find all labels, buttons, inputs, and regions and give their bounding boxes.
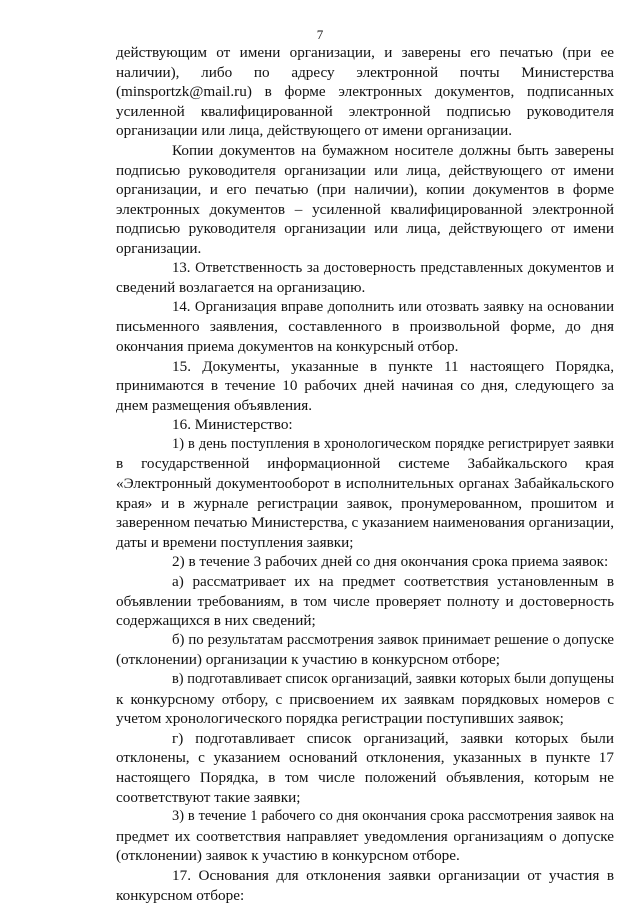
text-line: г) подготавливает список организаций, заявки которых были xyxy=(172,729,614,747)
text-line: днем размещения объявления. xyxy=(116,396,313,414)
text-line: конкурсном отборе: xyxy=(116,886,245,904)
text-line: 3) в течение 1 рабочего со дня окончания срока рассмотрения заявок на xyxy=(172,808,614,825)
text-line: в) подготавливает список организаций, заявки которых были допущены xyxy=(172,671,614,687)
text-line: даты и времени поступления заявки; xyxy=(116,533,354,551)
text-line: учетом хронологического порядка регистрации поступивших заявок; xyxy=(116,710,564,728)
text-line: подписью руководителя организации или лица, действующего от имени xyxy=(116,220,614,238)
text-line: соответствуют такие заявки; xyxy=(116,788,301,806)
text-line: Копии документов на бумажном носителе должны быть заверены xyxy=(172,141,614,159)
text-line: 13. Ответственность за достоверность представленных документов и xyxy=(172,259,614,276)
text-line: подписью руководителя организации или лица, действующего от имени xyxy=(116,161,614,179)
text-line: 2) в течение 3 рабочих дней со дня окончания срока приема заявок: xyxy=(172,553,609,571)
text-line: «Электронный документооборот в исполнительных органах Забайкальского xyxy=(116,475,614,493)
text-line: содержащихся в них сведений; xyxy=(116,612,316,630)
text-line: организации. xyxy=(116,239,202,257)
text-line: организации или лица, действующего от имени организации. xyxy=(116,122,513,140)
text-line: предмет их соответствия направляет уведомления организациям о допуске xyxy=(116,827,614,845)
text-line: окончания приема документов на конкурсный отбор. xyxy=(116,337,459,355)
text-line: электронных документов – усиленной квалифицированной электронной xyxy=(116,200,614,218)
text-line: письменного заявления, составленного в произвольной форме, до дня xyxy=(116,318,614,336)
text-line: объявлении требованиям, в том числе проверяет полноту и достоверность xyxy=(116,592,614,610)
text-line: в государственной информационной системе Забайкальского края xyxy=(116,455,614,473)
text-line: 1) в день поступления в хронологическом порядке регистрирует заявки xyxy=(172,435,614,452)
text-line: (minsportzk@mail.ru) в форме электронных документов, подписанных xyxy=(116,83,614,101)
text-line: организации, и его печатью (при наличии), копии документов в форме xyxy=(116,181,614,199)
text-line: действующим от имени организации, и заверены его печатью (при ее xyxy=(116,44,614,61)
text-line: заверенном печатью Министерства, с указанием наименования организации, xyxy=(116,514,614,532)
document-body xyxy=(116,43,614,905)
text-line: (отклонении) заявок к участию в конкурсном отборе. xyxy=(116,847,460,865)
text-line: наличии), либо по адресу электронной почты Министерства xyxy=(116,63,614,81)
text-line: 17. Основания для отклонения заявки организации от участия в xyxy=(172,866,614,884)
text-line: 14. Организация вправе дополнить или отозвать заявку на основании xyxy=(172,298,614,315)
text-line: сведений возлагается на организацию. xyxy=(116,279,366,297)
text-line: настоящего Порядка, в том числе положений объявления, которым не xyxy=(116,768,614,786)
page-number: 7 xyxy=(316,27,324,42)
text-line: б) по результатам рассмотрения заявок принимает решение о допуске xyxy=(172,631,614,648)
text-line: 15. Документы, указанные в пункте 11 настоящего Порядка, xyxy=(172,357,614,375)
text-line: 16. Министерство: xyxy=(172,416,293,434)
text-line: (отклонении) организации к участию в конкурсном отборе; xyxy=(116,651,501,669)
text-line: отклонены, с указанием оснований отклонения, указанных в пункте 17 xyxy=(116,749,614,767)
text-line: края» и в журнале регистрации заявок, пронумерованном, прошитом и xyxy=(116,494,614,512)
text-line: а) рассматривает их на предмет соответствия установленным в xyxy=(172,573,614,591)
text-line: усиленной квалифицированной электронной подписью руководителя xyxy=(116,102,614,120)
text-line: принимаются в течение 10 рабочих дней начиная со дня, следующего за xyxy=(116,377,614,395)
text-line: к конкурсному отбору, с присвоением их заявкам порядковых номеров с xyxy=(116,690,614,708)
